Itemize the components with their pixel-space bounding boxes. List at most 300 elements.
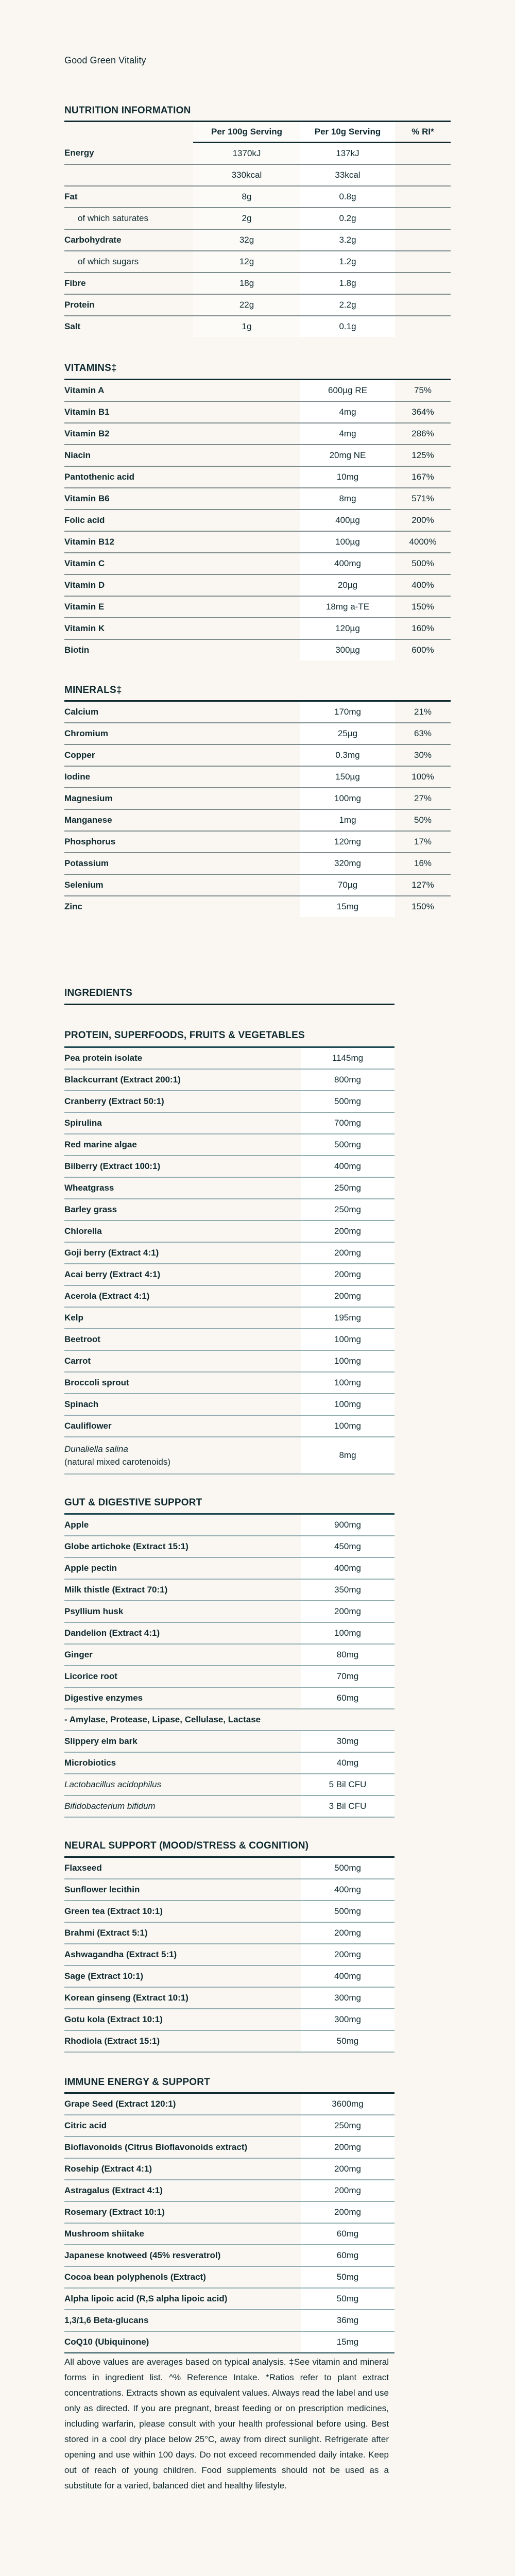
vitamin-row xyxy=(64,639,451,660)
ri-value xyxy=(395,251,451,273)
ingredient-row xyxy=(64,1372,394,1394)
ingredient-amount: 100mg xyxy=(301,1394,394,1415)
ri-value xyxy=(395,273,451,294)
minerals-title: MINERALS‡ xyxy=(64,685,122,696)
per-10g-value: 1.2g xyxy=(300,251,395,273)
ingredient-amount: 40mg xyxy=(301,1752,394,1774)
ingredient-row xyxy=(64,1069,394,1091)
ingredient-name: Apple xyxy=(64,1514,301,1536)
ingredient-amount: 50mg xyxy=(301,2266,394,2288)
nutrient-label: Fat xyxy=(64,186,193,208)
ingredient-row xyxy=(64,1285,394,1307)
header-per-100g: Per 100g Serving xyxy=(193,122,300,143)
vitamin-name: Vitamin B12 xyxy=(64,531,300,553)
per-100g-value: 8g xyxy=(193,186,300,208)
amount-value: 120mg xyxy=(300,831,395,853)
vitamin-name: Vitamin B2 xyxy=(64,423,300,445)
ingredients-title-rule xyxy=(64,1004,394,1005)
ingredient-row xyxy=(64,1221,394,1242)
vitamin-row xyxy=(64,445,451,466)
ingredient-row xyxy=(64,2180,394,2201)
ingredient-amount: 200mg xyxy=(301,1242,394,1264)
ingredient-amount: 3600mg xyxy=(301,2093,394,2115)
ingredient-name: Barley grass xyxy=(64,1199,301,1221)
ingredient-amount: 70mg xyxy=(301,1666,394,1687)
per-100g-value: 22g xyxy=(193,294,300,316)
ingredient-row xyxy=(64,1857,394,1879)
mineral-row xyxy=(64,723,451,744)
mineral-name: Copper xyxy=(64,744,300,766)
per-10g-value: 33kcal xyxy=(300,164,395,186)
ingredient-amount: 3 Bil CFU xyxy=(301,1795,394,1817)
ingredient-amount: 30mg xyxy=(301,1731,394,1752)
mineral-name: Iodine xyxy=(64,766,300,788)
nutrient-label xyxy=(64,164,193,186)
ingredient-amount: 200mg xyxy=(301,1944,394,1965)
mineral-name: Phosphorus xyxy=(64,831,300,853)
nutrition-row xyxy=(64,164,451,186)
ri-value: 600% xyxy=(411,645,434,655)
ingredient-amount: 200mg xyxy=(301,1922,394,1944)
ingredient-name xyxy=(64,1437,301,1474)
nutrition-row xyxy=(64,294,451,316)
ri-value: 4000% xyxy=(395,531,451,553)
ingredient-row xyxy=(64,1199,394,1221)
nutrition-row xyxy=(64,208,451,229)
ingredient-row xyxy=(64,2137,394,2158)
ingredient-name: Green tea (Extract 10:1) xyxy=(64,1901,301,1922)
ingredient-row xyxy=(64,1264,394,1285)
enzymes-note: - Amylase, Protease, Lipase, Cellulase, Lactase xyxy=(64,1709,394,1731)
ingredient-row xyxy=(64,1774,394,1795)
ingredient-name: Pea protein isolate xyxy=(64,1047,301,1070)
ingredient-name: Dandelion (Extract 4:1) xyxy=(64,1622,301,1644)
ingredient-row xyxy=(64,1622,394,1644)
ri-value: 27% xyxy=(395,788,451,809)
ingredient-row xyxy=(64,1134,394,1156)
ingredient-row xyxy=(64,1415,394,1437)
amount-value: 300µg xyxy=(300,639,395,660)
per-10g-value: 2.2g xyxy=(300,294,395,316)
mineral-row xyxy=(64,896,451,917)
mineral-name: Potassium xyxy=(64,853,300,874)
ingredient-name: Broccoli sprout xyxy=(64,1372,301,1394)
ingredient-row xyxy=(64,1965,394,1987)
nutrient-label: Carbohydrate xyxy=(64,229,193,251)
ri-value: 200% xyxy=(395,510,451,531)
ingredient-row xyxy=(64,1557,394,1579)
ingredient-amount: 100mg xyxy=(301,1329,394,1350)
ri-value: 63% xyxy=(395,723,451,744)
ingredient-name: Rhodiola (Extract 15:1) xyxy=(64,2030,301,2052)
ri-value xyxy=(395,164,451,186)
ingredient-name: Mushroom shiitake xyxy=(64,2223,301,2245)
nutrient-label: Protein xyxy=(64,294,193,316)
ri-value: 125% xyxy=(395,445,451,466)
amount-value: 1mg xyxy=(300,809,395,831)
ingredient-name: Kelp xyxy=(64,1307,301,1329)
mineral-name: Zinc xyxy=(64,902,82,911)
ingredient-name: 1,3/1,6 Beta-glucans xyxy=(64,2310,301,2331)
vitamin-name: Folic acid xyxy=(64,510,300,531)
per-10g-value: 137kJ xyxy=(300,143,395,165)
ingredient-name: Cranberry (Extract 50:1) xyxy=(64,1091,301,1112)
ingredient-amount: 60mg xyxy=(301,2245,394,2266)
ri-value xyxy=(395,294,451,316)
ingredient-name: Grape Seed (Extract 120:1) xyxy=(64,2093,301,2115)
vitamin-row xyxy=(64,423,451,445)
ingredient-name: Korean ginseng (Extract 10:1) xyxy=(64,1987,301,2009)
ingredient-row xyxy=(64,1579,394,1601)
ingredient-row xyxy=(64,2201,394,2223)
ingredient-amount: 36mg xyxy=(301,2310,394,2331)
ingredient-amount: 500mg xyxy=(301,1091,394,1112)
immune-rows xyxy=(64,2093,394,2353)
per-10g-value: 0.8g xyxy=(300,186,395,208)
ingredient-row xyxy=(64,1879,394,1901)
ingredient-amount: 100mg xyxy=(301,1350,394,1372)
nutrition-row xyxy=(64,273,451,294)
ingredient-name: Acai berry (Extract 4:1) xyxy=(64,1264,301,1285)
nutrition-title: NUTRITION INFORMATION xyxy=(64,105,191,116)
nutrition-row xyxy=(64,229,451,251)
ingredient-row xyxy=(64,1731,394,1752)
ingredient-row xyxy=(64,1666,394,1687)
ingredient-name: CoQ10 (Ubiquinone) xyxy=(64,2331,301,2353)
ingredient-name: Ginger xyxy=(64,1644,301,1666)
ingredient-amount: 8mg xyxy=(301,1437,394,1474)
mineral-row xyxy=(64,809,451,831)
vitamins-title: VITAMINS‡ xyxy=(64,363,117,374)
per-100g-value: 1370kJ xyxy=(193,143,300,165)
ingredient-row xyxy=(64,1514,394,1536)
nutrient-label: Fibre xyxy=(64,273,193,294)
vitamin-row xyxy=(64,380,451,402)
amount-value: 25µg xyxy=(300,723,395,744)
ingredient-name: Goji berry (Extract 4:1) xyxy=(64,1242,301,1264)
vitamin-row xyxy=(64,510,451,531)
vitamin-name: Vitamin B1 xyxy=(64,401,300,423)
ingredient-row xyxy=(64,2331,394,2353)
ri-value xyxy=(395,186,451,208)
amount-value: 100mg xyxy=(300,788,395,809)
ingredient-name: Digestive enzymes xyxy=(64,1687,301,1709)
section-title-neural: NEURAL SUPPORT (MOOD/STRESS & COGNITION) xyxy=(64,1840,309,1851)
section-title-gut: GUT & DIGESTIVE SUPPORT xyxy=(64,1497,202,1508)
ingredient-row xyxy=(64,2115,394,2137)
vitamins-rows xyxy=(64,380,451,661)
ingredient-name: Ashwagandha (Extract 5:1) xyxy=(64,1944,301,1965)
amount-value: 15mg xyxy=(300,896,395,917)
ingredient-amount: 400mg xyxy=(301,1879,394,1901)
ingredient-row xyxy=(64,1177,394,1199)
ingredient-row xyxy=(64,1350,394,1372)
per-10g-value: 3.2g xyxy=(300,229,395,251)
per-100g-value: 18g xyxy=(193,273,300,294)
mineral-row xyxy=(64,831,451,853)
mineral-name: Calcium xyxy=(64,701,300,723)
nutrient-label: Energy xyxy=(64,143,193,165)
ingredient-name: Globe artichoke (Extract 15:1) xyxy=(64,1536,301,1557)
ingredient-name: Chlorella xyxy=(64,1221,301,1242)
ingredient-name: Sage (Extract 10:1) xyxy=(64,1965,301,1987)
ingredient-amount: 250mg xyxy=(301,1199,394,1221)
ingredient-row xyxy=(64,1987,394,2009)
ingredient-amount: 500mg xyxy=(301,1857,394,1879)
gut-table xyxy=(64,1513,394,1818)
ri-value: 150% xyxy=(395,596,451,618)
ingredient-name: Alpha lipoic acid (R,S alpha lipoic acid) xyxy=(64,2288,301,2310)
vitamin-row xyxy=(64,466,451,488)
ingredient-row xyxy=(64,1687,394,1709)
ingredient-name: Red marine algae xyxy=(64,1134,301,1156)
ingredient-amount: 400mg xyxy=(301,1557,394,1579)
vitamin-name: Vitamin D xyxy=(64,574,300,596)
ingredient-name-italic: Dunaliella salina xyxy=(64,1444,128,1454)
mineral-name: Chromium xyxy=(64,723,300,744)
ingredient-row xyxy=(64,1394,394,1415)
ingredient-amount: 1145mg xyxy=(301,1047,394,1070)
ri-value: 127% xyxy=(395,874,451,896)
ingredient-row xyxy=(64,1307,394,1329)
nutrient-label: of which saturates xyxy=(64,208,193,229)
product-title: Good Green Vitality xyxy=(64,55,146,65)
ingredient-name: Spirulina xyxy=(64,1112,301,1134)
ri-value: 364% xyxy=(395,401,451,423)
ingredient-name: Acerola (Extract 4:1) xyxy=(64,1285,301,1307)
ingredient-name-note: (natural mixed carotenoids) xyxy=(64,1457,170,1467)
amount-value: 4mg xyxy=(300,401,395,423)
amount-value: 20mg NE xyxy=(300,445,395,466)
ingredient-amount: 450mg xyxy=(301,1536,394,1557)
per-100g-value: 12g xyxy=(193,251,300,273)
ingredient-row xyxy=(64,1047,394,1070)
ingredient-amount: 350mg xyxy=(301,1579,394,1601)
ingredient-row xyxy=(64,2310,394,2331)
mineral-row xyxy=(64,744,451,766)
ri-value: 75% xyxy=(395,380,451,402)
ingredient-row xyxy=(64,2158,394,2180)
ingredient-name: Licorice root xyxy=(64,1666,301,1687)
ingredient-amount: 300mg xyxy=(301,2009,394,2030)
protein-table xyxy=(64,1046,394,1475)
ingredient-amount: 200mg xyxy=(301,2180,394,2201)
ri-value: 571% xyxy=(395,488,451,510)
vitamin-name: Vitamin K xyxy=(64,618,300,639)
mineral-name: Manganese xyxy=(64,809,300,831)
footnote-text: All above values are averages based on typical analysis. ‡See vitamin and mineral forms in ingredient list. ^% Reference Intake. *Ratios refer to plant extract concentrations. Extracts shown as equivalent values. Always read the label and use only as directed. If you are pregnant, breast feeding or on prescription medicines, including warfarin, please consult with your health professional before using. Best stored in a cool dry place below 25°C, away from direct sunlight. Refrigerate after opening and use within 100 days. Do not exceed recommended daily intake. Keep out of reach of young children. Food supplements should not be used as a substitute for a varied, balanced diet and healthy lifestyle. xyxy=(64,2357,389,2490)
ingredient-amount: 60mg xyxy=(301,2223,394,2245)
ingredient-row xyxy=(64,2245,394,2266)
ingredient-row xyxy=(64,2266,394,2288)
ingredient-amount: 200mg xyxy=(301,1285,394,1307)
ingredient-row-dunaliella xyxy=(64,1437,394,1474)
ingredient-name: Brahmi (Extract 5:1) xyxy=(64,1922,301,1944)
section-title-protein: PROTEIN, SUPERFOODS, FRUITS & VEGETABLES xyxy=(64,1030,305,1041)
vitamin-name: Vitamin C xyxy=(64,553,300,574)
vitamin-row xyxy=(64,618,451,639)
vitamin-name: Vitamin B6 xyxy=(64,488,300,510)
ingredient-amount: 200mg xyxy=(301,2158,394,2180)
vitamin-name: Niacin xyxy=(64,445,300,466)
ingredient-row xyxy=(64,1644,394,1666)
vitamin-name: Pantothenic acid xyxy=(64,466,300,488)
ingredient-amount: 200mg xyxy=(301,2201,394,2223)
amount-value: 150µg xyxy=(300,766,395,788)
amount-value: 20µg xyxy=(300,574,395,596)
nutrition-row xyxy=(64,186,451,208)
vitamin-row xyxy=(64,488,451,510)
amount-value: 600µg RE xyxy=(300,380,395,402)
ingredient-amount: 400mg xyxy=(301,1156,394,1177)
nutrient-label: Salt xyxy=(64,321,81,331)
ingredient-amount: 15mg xyxy=(301,2331,394,2353)
ri-value: 100% xyxy=(395,766,451,788)
amount-value: 4mg xyxy=(300,423,395,445)
ri-value xyxy=(395,316,451,337)
nutrition-header-blank xyxy=(64,122,193,143)
ingredient-name: Astragalus (Extract 4:1) xyxy=(64,2180,301,2201)
mineral-row xyxy=(64,853,451,874)
ingredient-amount: 500mg xyxy=(301,1901,394,1922)
ri-value: 286% xyxy=(395,423,451,445)
ingredient-amount: 250mg xyxy=(301,2115,394,2137)
ingredient-row xyxy=(64,1536,394,1557)
vitamin-name: Vitamin E xyxy=(64,596,300,618)
ingredient-amount: 200mg xyxy=(301,1264,394,1285)
ingredient-row xyxy=(64,1752,394,1774)
ingredient-amount: 300mg xyxy=(301,1987,394,2009)
ingredient-amount: 400mg xyxy=(301,1965,394,1987)
ingredient-row xyxy=(64,1922,394,1944)
per-100g-value: 1g xyxy=(193,316,300,337)
ingredient-amount: 100mg xyxy=(301,1622,394,1644)
ingredient-amount: 250mg xyxy=(301,1177,394,1199)
mineral-name: Magnesium xyxy=(64,788,300,809)
ingredient-name: Carrot xyxy=(64,1350,301,1372)
amount-value: 400mg xyxy=(300,553,395,574)
mineral-row xyxy=(64,766,451,788)
amount-value: 100µg xyxy=(300,531,395,553)
ingredient-name: Sunflower lecithin xyxy=(64,1879,301,1901)
ri-value: 17% xyxy=(395,831,451,853)
enzymes-note-row xyxy=(64,1709,394,1731)
ingredient-amount: 200mg xyxy=(301,1601,394,1622)
nutrition-table xyxy=(64,121,451,337)
vitamin-row xyxy=(64,401,451,423)
immune-table xyxy=(64,2092,394,2353)
ingredient-amount: 60mg xyxy=(301,1687,394,1709)
ingredient-row xyxy=(64,2009,394,2030)
per-10g-value: 1.8g xyxy=(300,273,395,294)
amount-value: 10mg xyxy=(300,466,395,488)
nutrition-rows xyxy=(64,143,451,337)
nutrition-header-row xyxy=(64,122,451,143)
amount-value: 170mg xyxy=(300,701,395,723)
ingredient-name: Bifidobacterium bifidum xyxy=(64,1795,301,1817)
ingredient-amount: 800mg xyxy=(301,1069,394,1091)
ingredient-name: Wheatgrass xyxy=(64,1177,301,1199)
ingredient-name: Microbiotics xyxy=(64,1752,301,1774)
ingredient-row xyxy=(64,2093,394,2115)
nutrition-row xyxy=(64,316,451,337)
ri-value: 21% xyxy=(395,701,451,723)
ingredient-amount: 195mg xyxy=(301,1307,394,1329)
ri-value: 16% xyxy=(395,853,451,874)
per-100g-value: 2g xyxy=(193,208,300,229)
neural-rows xyxy=(64,1857,394,2053)
vitamin-row xyxy=(64,553,451,574)
amount-value: 120µg xyxy=(300,618,395,639)
ingredient-name: Slippery elm bark xyxy=(64,1731,301,1752)
header-per-10g: Per 10g Serving xyxy=(300,122,395,143)
ingredient-name: Citric acid xyxy=(64,2115,301,2137)
ingredient-name: Bilberry (Extract 100:1) xyxy=(64,1156,301,1177)
ingredient-name: Gotu kola (Extract 10:1) xyxy=(64,2009,301,2030)
amount-value: 70µg xyxy=(300,874,395,896)
gut-rows xyxy=(64,1514,394,1818)
mineral-name: Selenium xyxy=(64,874,300,896)
ri-value xyxy=(395,143,451,165)
mineral-row xyxy=(64,788,451,809)
ingredient-amount: 5 Bil CFU xyxy=(301,1774,394,1795)
ingredient-name: Flaxseed xyxy=(64,1857,301,1879)
ri-value xyxy=(395,208,451,229)
header-ri: % RI* xyxy=(395,122,451,143)
section-title-immune: IMMUNE ENERGY & SUPPORT xyxy=(64,2077,210,2088)
ingredient-amount: 100mg xyxy=(301,1415,394,1437)
mineral-row xyxy=(64,701,451,723)
amount-value: 0.3mg xyxy=(300,744,395,766)
ingredient-amount: 500mg xyxy=(301,1134,394,1156)
amount-value: 400µg xyxy=(300,510,395,531)
per-10g-value: 0.1g xyxy=(300,316,395,337)
vitamins-table xyxy=(64,379,451,660)
ingredient-name: Spinach xyxy=(64,1394,301,1415)
ingredient-amount: 700mg xyxy=(301,1112,394,1134)
ingredient-name: Beetroot xyxy=(64,1329,301,1350)
ingredient-name: Rosehip (Extract 4:1) xyxy=(64,2158,301,2180)
minerals-table xyxy=(64,700,451,917)
per-100g-value: 32g xyxy=(193,229,300,251)
ingredient-amount: 100mg xyxy=(301,1372,394,1394)
minerals-rows xyxy=(64,701,451,918)
ingredient-name: Japanese knotweed (45% resveratrol) xyxy=(64,2245,301,2266)
ingredient-amount: 50mg xyxy=(301,2288,394,2310)
ingredient-row xyxy=(64,2288,394,2310)
ri-value: 50% xyxy=(395,809,451,831)
ingredient-row xyxy=(64,1795,394,1817)
ingredient-name: Bioflavonoids (Citrus Bioflavonoids extract) xyxy=(64,2137,301,2158)
vitamin-row xyxy=(64,531,451,553)
ingredient-row xyxy=(64,1112,394,1134)
amount-value: 320mg xyxy=(300,853,395,874)
ri-value: 150% xyxy=(411,902,434,911)
ingredient-name: Rosemary (Extract 10:1) xyxy=(64,2201,301,2223)
ingredient-row xyxy=(64,1901,394,1922)
vitamin-row xyxy=(64,574,451,596)
nutrition-row xyxy=(64,251,451,273)
nutrition-row xyxy=(64,143,451,165)
amount-value: 8mg xyxy=(300,488,395,510)
ingredient-name: Blackcurrant (Extract 200:1) xyxy=(64,1069,301,1091)
ri-value: 30% xyxy=(395,744,451,766)
ingredient-name: Apple pectin xyxy=(64,1557,301,1579)
ingredient-amount: 200mg xyxy=(301,2137,394,2158)
mineral-row xyxy=(64,874,451,896)
amount-value: 18mg a-TE xyxy=(300,596,395,618)
ri-value: 500% xyxy=(395,553,451,574)
